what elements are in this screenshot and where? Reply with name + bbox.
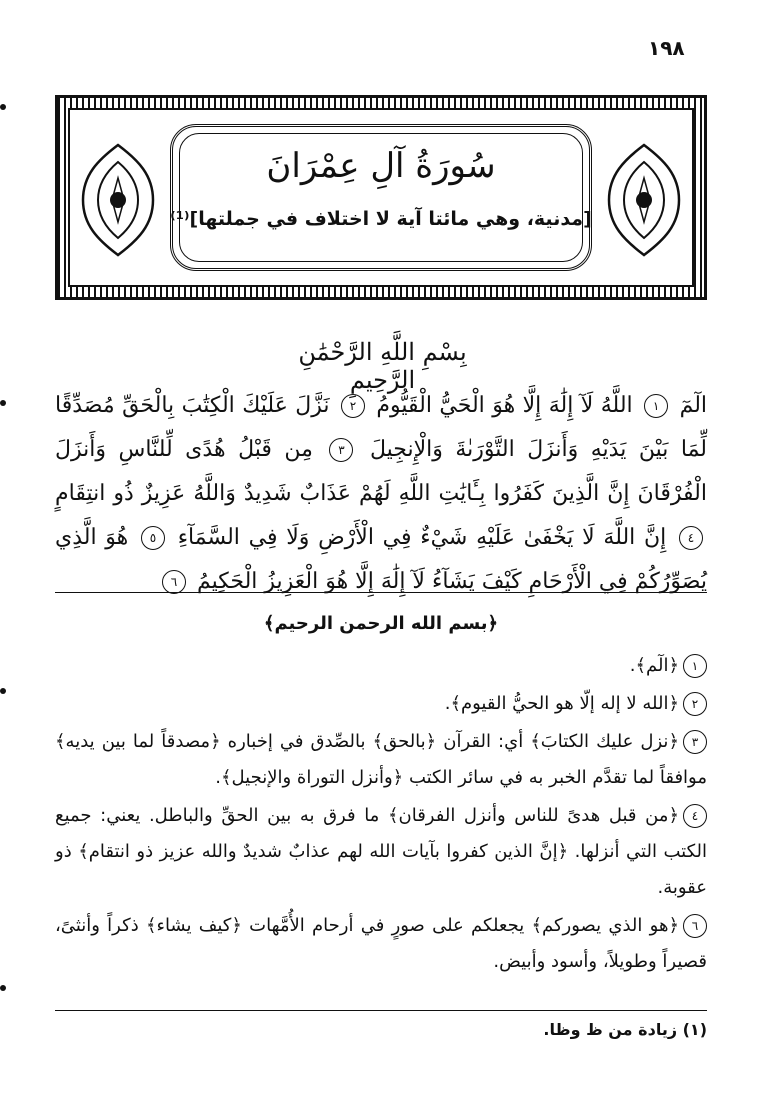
edge-mark bbox=[0, 985, 6, 991]
commentary-text: ﴿من قبل هدىً للناس وأنزل الفرقان﴾ ما فرق به بين الحقِّ والباطل. يعني: جميع الكتب التي أنزلها. ﴿إنَّ الذين كفروا بآيات الله لهم عذابٌ شديدٌ والله عزيز ذو انتقام﴾ ذو عقوبة. bbox=[55, 805, 707, 898]
section-divider bbox=[55, 592, 707, 593]
footnote: (١) زيادة من ظ وظا. bbox=[543, 1020, 707, 1039]
verse-number-marker: ٣ bbox=[683, 730, 707, 754]
verse-number-marker: ٤ bbox=[679, 526, 703, 550]
verse-number-marker: ٥ bbox=[141, 526, 165, 550]
verse-number-marker: ١ bbox=[644, 394, 668, 418]
basmala-calligraphy: بِسْمِ اللَّهِ الرَّحْمَٰنِ الرَّحِيمِ bbox=[298, 338, 467, 394]
edge-mark bbox=[0, 104, 6, 110]
surah-subtitle: [مدنية، وهي مائتا آية لا اختلاف في جملتها]⁽¹⁾ bbox=[170, 208, 592, 230]
verse-number-marker: ٣ bbox=[329, 438, 353, 462]
verse-text: اللَّهُ لَآ إِلَٰهَ إِلَّا هُوَ الْحَيُّ الْقَيُّومُ bbox=[376, 393, 633, 418]
surah-title: سُورَةُ آلِ عِمْرَانَ bbox=[266, 146, 496, 186]
surah-header-frame bbox=[55, 95, 707, 300]
quran-verses bbox=[55, 384, 707, 604]
commentary-text: ﴿نزل عليك الكتابَ﴾ أي: القرآن ﴿بالحق﴾ بالصِّدق في إخباره ﴿مصدقاً لما بين يديه﴾ موافقاً لما تقدَّم الخبر به في سائر الكتب ﴿وأنزل التوراة والإنجيل﴾. bbox=[55, 731, 707, 788]
commentary-item bbox=[55, 724, 707, 796]
verse-text: هُوَ الَّذِي يُصَوِّرُكُمْ فِي الْأَرْحَامِ كَيْفَ يَشَآءُ لَآ إِلَٰهَ إِلَّا هُوَ الْعَزِيزُ الْحَكِيمُ bbox=[55, 525, 707, 594]
commentary-item bbox=[55, 686, 707, 722]
edge-mark bbox=[0, 400, 6, 406]
commentary-heading: ﴿بسم الله الرحمن الرحيم﴾ bbox=[263, 613, 499, 634]
verse-text: مِن قَبْلُ هُدًى لِّلنَّاسِ وَأَنزَلَ الْفُرْقَانَ إِنَّ الَّذِينَ كَفَرُوا بِـَٔايَٰتِ اللَّهِ لَهُمْ عَذَابٌ شَدِيدٌ وَاللَّهُ عَزِيزٌ ذُو انتِقَامٍ bbox=[55, 437, 707, 506]
page-number: ١٩٨ bbox=[648, 36, 685, 60]
footnote-divider bbox=[55, 1010, 707, 1011]
commentary bbox=[55, 606, 707, 982]
verse-number-marker: ٦ bbox=[162, 570, 186, 594]
commentary-text: ﴿الله لا إله إلّا هو الحيُّ القيوم﴾. bbox=[444, 693, 679, 714]
verse-text: إِنَّ اللَّهَ لَا يَخْفَىٰ عَلَيْهِ شَيْءٌ فِي الْأَرْضِ وَلَا فِي السَّمَآءِ bbox=[177, 525, 667, 550]
verse-number-marker: ٦ bbox=[683, 914, 707, 938]
commentary-text: ﴿هو الذي يصوركم﴾ يجعلكم على صورٍ في أرحام الأُمَّهات ﴿كيف يشاء﴾ ذكراً وأنثىً، قصيراً وطويلاً، وأسود وأبيض. bbox=[55, 915, 707, 972]
commentary-item bbox=[55, 908, 707, 980]
commentary-text: ﴿الٓم﴾. bbox=[629, 655, 679, 676]
verse-text: الٓمٓ bbox=[679, 393, 708, 418]
verse-number-marker: ٤ bbox=[683, 804, 707, 828]
verse-number-marker: ١ bbox=[683, 654, 707, 678]
verse-text: نَزَّلَ عَلَيْكَ الْكِتَٰبَ بِالْحَقِّ مُصَدِّقًا لِّمَا بَيْنَ يَدَيْهِ وَأَنزَلَ التَّوْرَىٰةَ وَالْإِنجِيلَ bbox=[55, 393, 707, 462]
commentary-item bbox=[55, 798, 707, 906]
commentary-item bbox=[55, 648, 707, 684]
verse-number-marker: ٢ bbox=[341, 394, 365, 418]
edge-mark bbox=[0, 688, 6, 694]
verse-number-marker: ٢ bbox=[683, 692, 707, 716]
